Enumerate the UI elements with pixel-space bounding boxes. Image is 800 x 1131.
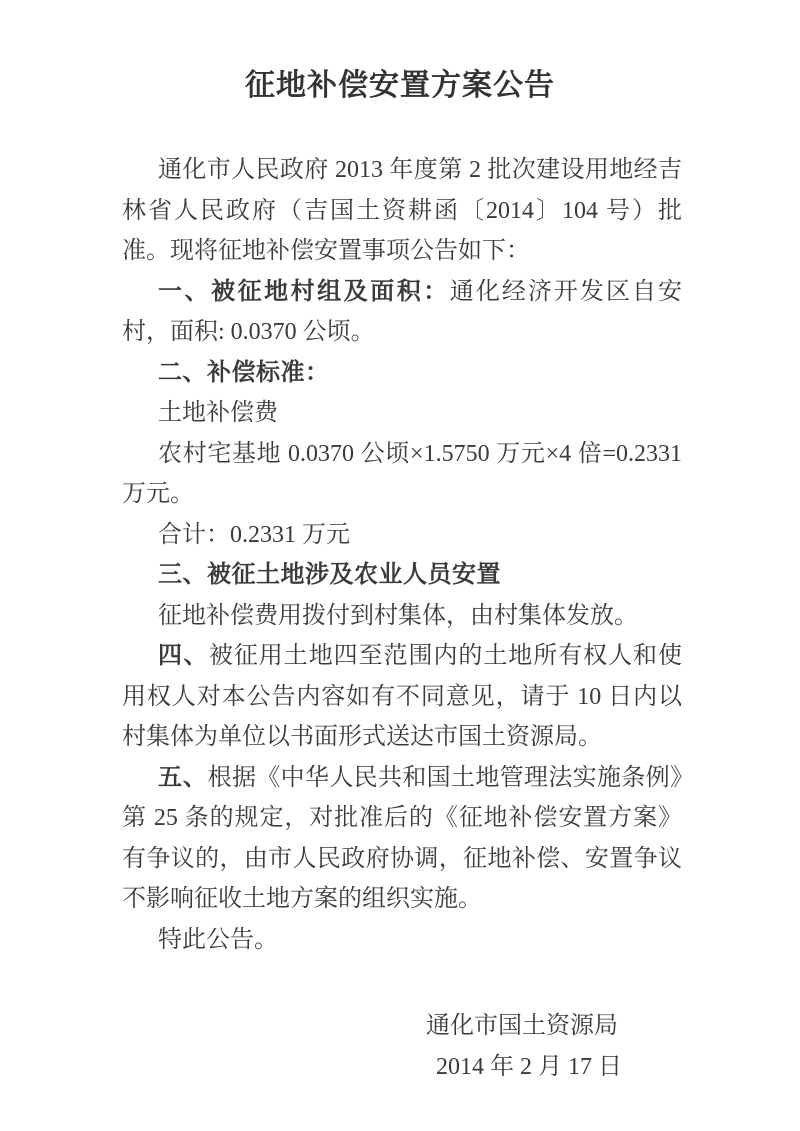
- paragraph-text: 农村宅基地 0.0370 公顷×1.5750 万元×4 倍=0.2331 万元。: [122, 440, 682, 507]
- paragraph-text: 通化经济开发区自安村，面积: 0.0370 公顷。: [122, 278, 683, 345]
- section-1-heading: 一、被征地村组及面积：: [158, 277, 450, 305]
- paragraph-text: 特此公告。: [158, 926, 278, 953]
- document-body: [122, 150, 682, 960]
- signature-block: [422, 1006, 622, 1087]
- paragraph-section-3: [122, 555, 682, 596]
- section-5-number: 五、: [158, 763, 208, 791]
- paragraph-text: 根据《中华人民共和国土地管理法实施条例》第 25 条的规定，对批准后的《征地补偿安置方案》有争议的，由市人民政府协调，征地补偿、安置争议不影响征收土地方案的组织实施。: [122, 764, 683, 912]
- document-title: 征地补偿安置方案公告: [245, 69, 555, 102]
- issue-date: 2014 年 2 月 17 日: [436, 1053, 622, 1080]
- section-2-heading: 二、补偿标准：: [158, 358, 330, 386]
- paragraph-text: 土地补偿费: [158, 400, 278, 426]
- paragraph-section-5: [122, 758, 682, 920]
- paragraph-distribution: [122, 596, 682, 637]
- paragraph-section-2: [122, 353, 682, 394]
- issuing-authority: 通化市国土资源局: [426, 1013, 618, 1039]
- paragraph-intro: [122, 150, 682, 272]
- paragraph-text: 被征用土地四至范围内的土地所有权人和使用权人对本公告内容如有不同意见，请于 10 日内以村集体为单位以书面形式送达市国土资源局。: [122, 643, 683, 750]
- paragraph-text: 合计：0.2331 万元: [158, 521, 350, 548]
- paragraph-section-4: [122, 636, 682, 758]
- paragraph-text: 通化市人民政府 2013 年度第 2 批次建设用地经吉林省人民政府（吉国土资耕函〔2014〕104 号）批准。现将征地补偿安置事项公告如下：: [122, 157, 682, 264]
- paragraph-total: [122, 515, 682, 556]
- paragraph-text: 征地补偿费用拨付到村集体，由村集体发放。: [158, 602, 638, 629]
- section-4-number: 四、: [158, 642, 209, 669]
- paragraph-calculation: [122, 434, 682, 515]
- paragraph-closing: [122, 920, 682, 961]
- paragraph-section-1: [122, 272, 682, 353]
- paragraph-land-fee: [122, 393, 682, 434]
- section-3-heading: 三、被征土地涉及农业人员安置: [158, 561, 501, 588]
